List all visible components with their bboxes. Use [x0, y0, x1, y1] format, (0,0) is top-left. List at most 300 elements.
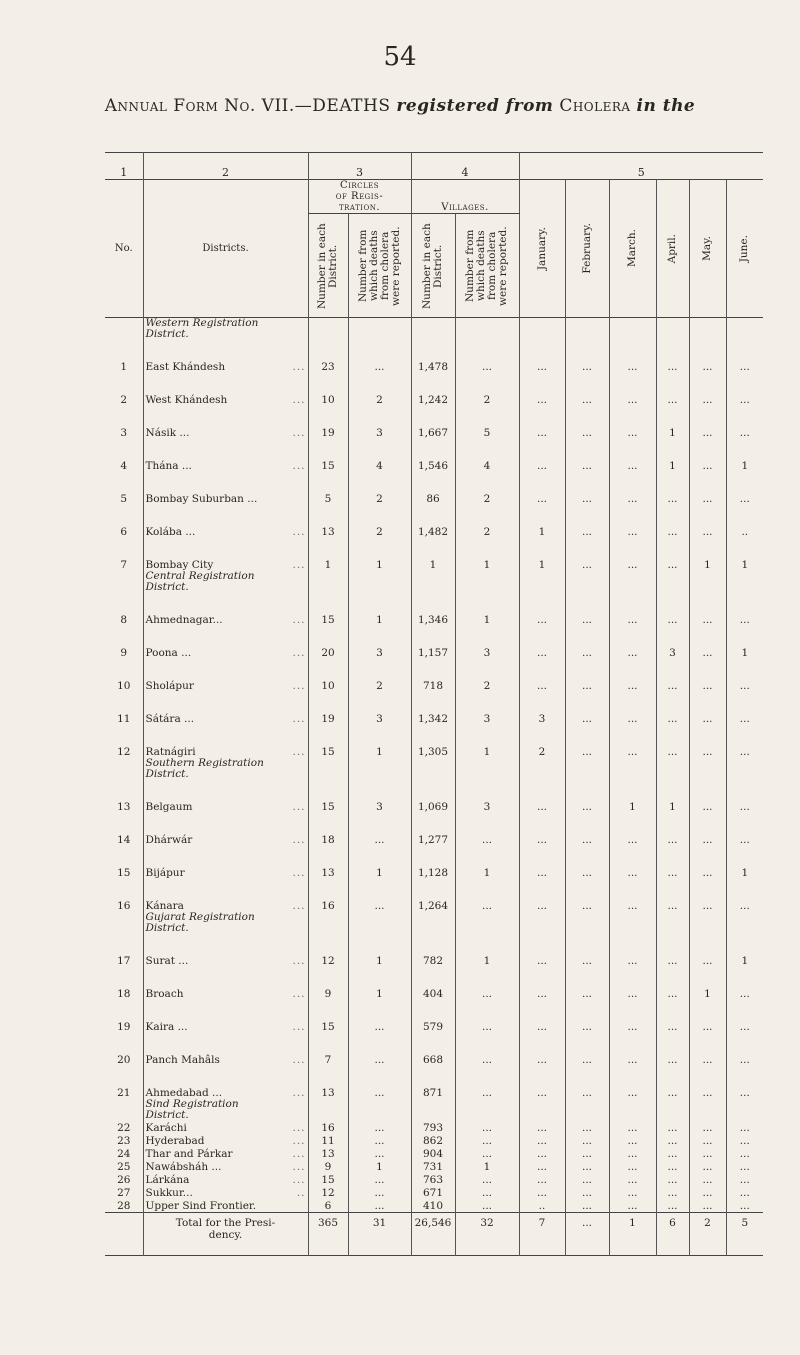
district-name: Upper Sind Frontier.: [145, 1200, 257, 1212]
value-v-num: 1,346: [411, 593, 455, 626]
month-value: ...: [726, 472, 763, 505]
month-value: ...: [689, 1160, 726, 1173]
row-number: 22: [117, 1122, 131, 1134]
section-empty-cell: [455, 318, 519, 341]
month-value: ...: [565, 1134, 609, 1147]
value-c-dea: 4: [348, 439, 411, 472]
month-value: ...: [726, 1121, 763, 1134]
month-value: ...: [609, 1066, 656, 1099]
value-c-dea: 1: [348, 934, 411, 967]
section-title-line: Central Registration: [145, 570, 255, 582]
section-empty-cell: [656, 571, 689, 593]
month-value: ...: [565, 472, 609, 505]
month-value: 1: [689, 967, 726, 1000]
value-c-num: 13: [308, 1147, 348, 1160]
leader-dots: ...: [292, 1161, 306, 1173]
month-value: ...: [565, 813, 609, 846]
row-number: 3: [120, 427, 128, 439]
district-cell: [143, 439, 308, 472]
section-title-line: Southern Registration: [145, 757, 264, 769]
section-title-line: District.: [145, 328, 189, 340]
district-name: Bombay City: [145, 559, 214, 571]
month-value: ..: [519, 1199, 565, 1213]
row-number: 13: [117, 801, 131, 813]
month-value: ...: [656, 538, 689, 571]
month-value: ...: [689, 846, 726, 879]
index-3: 3: [308, 153, 411, 180]
district-cell: [143, 934, 308, 967]
leader-dots: ...: [292, 801, 306, 813]
section-empty-cell: [308, 912, 348, 934]
total-month-value: ...: [565, 1213, 609, 1256]
month-value: ...: [689, 934, 726, 967]
month-april-label: April.: [666, 233, 678, 264]
value-v-dea: 1: [455, 538, 519, 571]
section-empty-cell: [689, 1099, 726, 1121]
district-cell: [143, 1066, 308, 1099]
table-row: [105, 780, 763, 813]
section-empty-cell: [308, 318, 348, 341]
value-v-num: 1,305: [411, 725, 455, 758]
value-c-num: 23: [308, 340, 348, 373]
value-v-dea: ...: [455, 1147, 519, 1160]
value-v-num: 86: [411, 472, 455, 505]
month-value: 3: [656, 626, 689, 659]
section-title-text: [146, 912, 306, 934]
value-v-dea: 5: [455, 406, 519, 439]
value-c-num: 20: [308, 626, 348, 659]
value-c-num: 13: [308, 1066, 348, 1099]
district-cell: [143, 846, 308, 879]
table-row: [105, 846, 763, 879]
column-index-row: [105, 153, 763, 180]
section-header-row: [105, 1099, 763, 1121]
section-empty-cell: [519, 758, 565, 780]
month-value: ...: [726, 780, 763, 813]
row-number: 8: [120, 614, 128, 626]
value-c-dea: ...: [348, 1173, 411, 1186]
value-c-dea: 1: [348, 725, 411, 758]
district-name: Panch Mahâls: [145, 1054, 220, 1066]
table-body: [105, 318, 763, 1256]
table-row: [105, 505, 763, 538]
section-empty-cell: [656, 758, 689, 780]
leader-dots: ...: [292, 614, 306, 626]
value-v-dea: ...: [455, 1033, 519, 1066]
month-value: 1: [609, 780, 656, 813]
month-value: ...: [609, 626, 656, 659]
value-c-num: 5: [308, 472, 348, 505]
value-c-dea: ...: [348, 813, 411, 846]
index-4: 4: [411, 153, 519, 180]
district-cell: [143, 813, 308, 846]
district-cell: [143, 780, 308, 813]
table-row: [105, 1199, 763, 1213]
month-january-label: January.: [535, 226, 548, 271]
month-value: ...: [726, 692, 763, 725]
section-empty-cell: [348, 912, 411, 934]
table-row: [105, 725, 763, 758]
month-value: ...: [656, 692, 689, 725]
section-title-line: District.: [145, 1109, 189, 1121]
value-v-dea: ...: [455, 1121, 519, 1134]
section-empty-cell: [689, 318, 726, 341]
value-c-num: 10: [308, 373, 348, 406]
leader-dots: ...: [292, 900, 306, 912]
value-c-num: 7: [308, 1033, 348, 1066]
month-value: ...: [565, 593, 609, 626]
month-value: ...: [519, 593, 565, 626]
month-value: ...: [519, 472, 565, 505]
value-c-dea: 1: [348, 538, 411, 571]
villages-number-header: [411, 214, 455, 318]
month-value: 1: [726, 934, 763, 967]
district-name: Lárkána: [145, 1174, 190, 1186]
month-value: ...: [519, 626, 565, 659]
value-v-num: 1,546: [411, 439, 455, 472]
section-title-text: [146, 758, 306, 780]
leader-dots: ...: [292, 1021, 306, 1033]
district-name: Belgaum: [145, 801, 193, 813]
month-value: ...: [656, 813, 689, 846]
value-c-num: 13: [308, 846, 348, 879]
month-value: ...: [689, 439, 726, 472]
month-march-label: March.: [626, 229, 638, 268]
month-value: ...: [689, 1199, 726, 1213]
value-v-dea: ...: [455, 813, 519, 846]
month-value: ...: [609, 505, 656, 538]
table-row: [105, 967, 763, 1000]
district-name: Karáchi: [145, 1122, 187, 1134]
row-number: 23: [117, 1135, 131, 1147]
month-value: ...: [609, 692, 656, 725]
total-label-line: Total for the Presi-: [175, 1217, 276, 1229]
month-value: ...: [519, 1121, 565, 1134]
total-label: [143, 1213, 308, 1256]
page-number: 54: [383, 42, 417, 72]
section-empty-cell: [455, 571, 519, 593]
value-c-num: 15: [308, 439, 348, 472]
row-number: 7: [120, 559, 128, 571]
value-c-num: 19: [308, 692, 348, 725]
value-v-num: 1,128: [411, 846, 455, 879]
leader-dots: ...: [292, 680, 306, 692]
month-value: ...: [689, 1134, 726, 1147]
section-empty-cell: [519, 1099, 565, 1121]
value-c-num: 1: [308, 538, 348, 571]
district-name: Dhárwár: [145, 834, 193, 846]
district-name: Sholápur: [145, 680, 194, 692]
value-v-num: 1,667: [411, 406, 455, 439]
district-name: Bombay Suburban ...: [145, 493, 258, 505]
value-c-dea: ...: [348, 1000, 411, 1033]
row-number: 6: [120, 526, 128, 538]
district-cell: [143, 1173, 308, 1186]
total-c-num: 365: [308, 1213, 348, 1256]
month-value: ...: [519, 879, 565, 912]
month-value: ...: [609, 1186, 656, 1199]
section-no-cell: [105, 1099, 143, 1121]
month-value: ...: [689, 505, 726, 538]
district-name: Ratnágiri: [145, 746, 196, 758]
district-name: Broach: [145, 988, 184, 1000]
circles-deaths-label: Number from which deaths from cholera were reported.: [356, 225, 402, 306]
circles-line-2: of Regis-: [335, 191, 384, 202]
value-v-num: 410: [411, 1199, 455, 1213]
month-value: 1: [519, 538, 565, 571]
month-value: ...: [565, 1033, 609, 1066]
row-number: 9: [120, 647, 128, 659]
value-v-num: 1: [411, 538, 455, 571]
section-title-line: District.: [145, 581, 189, 593]
row-number: 24: [117, 1148, 131, 1160]
district-cell: [143, 1121, 308, 1134]
month-value: ...: [726, 1033, 763, 1066]
month-value: ...: [726, 593, 763, 626]
leader-dots: ...: [292, 1135, 306, 1147]
section-title: [143, 318, 308, 341]
month-may-label: May.: [701, 236, 713, 261]
table-row: [105, 1121, 763, 1134]
month-value: ...: [565, 1000, 609, 1033]
section-empty-cell: [519, 571, 565, 593]
district-cell: [143, 1147, 308, 1160]
month-value: ...: [656, 1186, 689, 1199]
row-number: 2: [120, 394, 128, 406]
month-value: ...: [609, 1121, 656, 1134]
month-value: ...: [609, 439, 656, 472]
section-no-cell: [105, 758, 143, 780]
title-part1: Annual Form No. VII.—DEATHS: [104, 96, 391, 116]
value-v-dea: ...: [455, 1066, 519, 1099]
value-v-dea: ...: [455, 340, 519, 373]
section-empty-cell: [411, 571, 455, 593]
table-row: [105, 1033, 763, 1066]
row-number: 28: [117, 1200, 131, 1212]
section-empty-cell: [726, 758, 763, 780]
section-empty-cell: [348, 758, 411, 780]
section-empty-cell: [609, 912, 656, 934]
row-number: 10: [117, 680, 131, 692]
section-empty-cell: [609, 571, 656, 593]
month-value: ...: [656, 340, 689, 373]
month-value: ...: [689, 406, 726, 439]
value-c-dea: ...: [348, 1199, 411, 1213]
leader-dots: ...: [292, 559, 306, 571]
value-c-num: 16: [308, 1121, 348, 1134]
district-name: Thána ...: [145, 460, 192, 472]
row-number: 14: [117, 834, 131, 846]
section-empty-cell: [689, 571, 726, 593]
circles-deaths-header: [348, 214, 411, 318]
value-c-dea: 2: [348, 659, 411, 692]
month-value: ...: [609, 406, 656, 439]
month-value: ...: [689, 1033, 726, 1066]
value-c-dea: 1: [348, 1160, 411, 1173]
month-value: ...: [726, 725, 763, 758]
villages-number-label: Number in each District.: [421, 222, 444, 309]
month-june-header: [726, 180, 763, 318]
value-c-dea: 1: [348, 846, 411, 879]
district-name: Kánara: [145, 900, 184, 912]
row-number: 12: [117, 746, 131, 758]
month-march-header: [609, 180, 656, 318]
month-value: ...: [565, 373, 609, 406]
section-title: [143, 758, 308, 780]
month-value: ...: [565, 505, 609, 538]
table-row: [105, 692, 763, 725]
value-c-dea: ...: [348, 1066, 411, 1099]
table-row: [105, 879, 763, 912]
month-value: ...: [726, 813, 763, 846]
value-v-dea: 1: [455, 846, 519, 879]
value-c-dea: 3: [348, 626, 411, 659]
value-v-num: 1,342: [411, 692, 455, 725]
month-value: ...: [519, 1066, 565, 1099]
value-c-dea: ...: [348, 1033, 411, 1066]
leader-dots: ...: [292, 526, 306, 538]
month-value: ...: [689, 1066, 726, 1099]
month-value: ...: [519, 780, 565, 813]
value-c-num: 18: [308, 813, 348, 846]
title-part4: in the: [636, 96, 696, 116]
month-value: ...: [656, 1173, 689, 1186]
month-value: ...: [726, 967, 763, 1000]
leader-dots: ...: [292, 361, 306, 373]
month-june-label: June.: [738, 234, 751, 263]
month-value: ...: [656, 1121, 689, 1134]
value-c-dea: ...: [348, 1134, 411, 1147]
value-c-dea: 2: [348, 373, 411, 406]
section-empty-cell: [308, 1099, 348, 1121]
total-row: [105, 1213, 763, 1256]
value-c-num: 15: [308, 780, 348, 813]
month-value: ...: [565, 1066, 609, 1099]
district-cell: [143, 472, 308, 505]
value-v-num: 579: [411, 1000, 455, 1033]
month-value: ...: [726, 1147, 763, 1160]
row-number: 21: [117, 1087, 131, 1099]
section-empty-cell: [411, 1099, 455, 1121]
month-value: ...: [609, 879, 656, 912]
district-name: Thar and Párkar: [145, 1148, 233, 1160]
value-c-num: 19: [308, 406, 348, 439]
value-v-dea: 2: [455, 505, 519, 538]
month-value: ...: [726, 406, 763, 439]
value-c-num: 15: [308, 1173, 348, 1186]
value-v-num: 763: [411, 1173, 455, 1186]
month-value: ...: [726, 1000, 763, 1033]
value-v-dea: ...: [455, 1173, 519, 1186]
month-value: 1: [656, 780, 689, 813]
value-c-dea: 1: [348, 593, 411, 626]
section-empty-cell: [348, 318, 411, 341]
table-row: [105, 340, 763, 373]
month-value: ...: [519, 439, 565, 472]
value-v-dea: 1: [455, 593, 519, 626]
circles-line-1: Circles: [339, 180, 380, 191]
month-may-header: [689, 180, 726, 318]
month-value: ...: [565, 538, 609, 571]
value-c-dea: 2: [348, 472, 411, 505]
page-title: [0, 96, 800, 116]
month-value: ...: [565, 692, 609, 725]
month-value: ...: [689, 593, 726, 626]
section-header-row: [105, 571, 763, 593]
district-name: West Khándesh: [145, 394, 228, 406]
section-no-cell: [105, 571, 143, 593]
leader-dots: ...: [292, 746, 306, 758]
value-v-dea: 1: [455, 934, 519, 967]
section-empty-cell: [411, 912, 455, 934]
section-title-text: [146, 571, 306, 593]
district-name: Nawábsháh ...: [145, 1161, 222, 1173]
month-value: ...: [689, 780, 726, 813]
month-value: ...: [609, 373, 656, 406]
month-value: ...: [519, 846, 565, 879]
month-value: ...: [726, 1186, 763, 1199]
month-value: ...: [565, 340, 609, 373]
leader-dots: ...: [292, 1148, 306, 1160]
value-c-dea: 2: [348, 505, 411, 538]
section-header-row: [105, 758, 763, 780]
district-cell: [143, 1033, 308, 1066]
month-value: ...: [519, 1160, 565, 1173]
month-value: ...: [689, 1173, 726, 1186]
row-number: 27: [117, 1187, 131, 1199]
month-value: ...: [689, 692, 726, 725]
value-v-num: 1,242: [411, 373, 455, 406]
total-month-value: 7: [519, 1213, 565, 1256]
value-c-dea: ...: [348, 1147, 411, 1160]
total-label-line: dency.: [208, 1229, 243, 1241]
section-empty-cell: [519, 318, 565, 341]
district-cell: [143, 538, 308, 571]
leader-dots: ...: [292, 460, 306, 472]
value-v-num: 782: [411, 934, 455, 967]
value-v-dea: ...: [455, 1134, 519, 1147]
month-value: 2: [519, 725, 565, 758]
month-value: ...: [689, 626, 726, 659]
value-v-num: 862: [411, 1134, 455, 1147]
month-value: ...: [609, 813, 656, 846]
month-value: 1: [726, 538, 763, 571]
month-january-header: [519, 180, 565, 318]
district-cell: [143, 1199, 308, 1213]
district-cell: [143, 725, 308, 758]
district-name: Surat ...: [145, 955, 189, 967]
row-number: 19: [117, 1021, 131, 1033]
section-title-line: Western Registration: [145, 317, 259, 329]
month-value: ...: [565, 659, 609, 692]
month-value: 1: [656, 439, 689, 472]
table-row: [105, 1134, 763, 1147]
section-empty-cell: [565, 912, 609, 934]
section-empty-cell: [308, 758, 348, 780]
month-value: ...: [519, 1000, 565, 1033]
month-value: ...: [656, 725, 689, 758]
value-c-num: 10: [308, 659, 348, 692]
section-title-text: [146, 1099, 306, 1121]
month-value: ...: [609, 659, 656, 692]
month-value: ...: [609, 725, 656, 758]
district-name: Sátára ...: [145, 713, 195, 725]
value-c-num: 12: [308, 934, 348, 967]
section-empty-cell: [308, 571, 348, 593]
total-no-cell: [105, 1213, 143, 1256]
value-v-dea: 4: [455, 439, 519, 472]
section-empty-cell: [565, 758, 609, 780]
